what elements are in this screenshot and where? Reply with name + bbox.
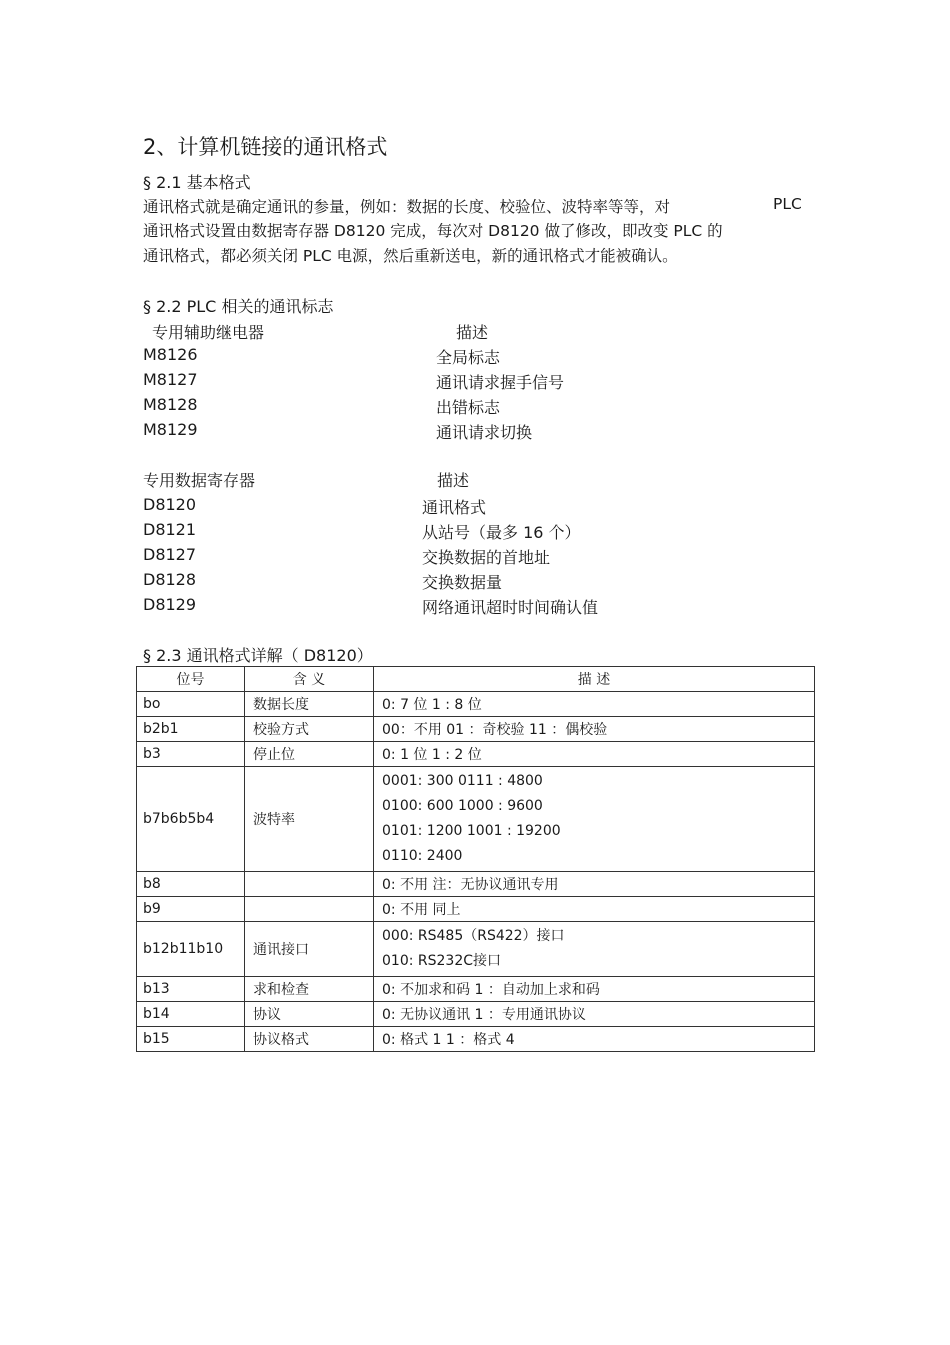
description-line: 0: 格式 1 1 ：格式 4 [382,1032,515,1048]
bit-cell: bo [137,692,245,717]
table-row [137,1002,815,1027]
bit-cell: b7b6b5b4 [137,767,245,872]
paragraph-line-2: 通讯格式设置由数据寄存器 D8120 完成，每次对 D8120 做了修改，即改变 PLC 的 [143,222,723,240]
meaning-cell: 波特率 [245,767,374,872]
register-description: 网络通讯超时时间确认值 [422,598,599,617]
section-2-3-heading: § 2.3 通讯格式详解（ D8120） [143,646,373,665]
table-row [137,1027,815,1052]
relay-code: M8129 [143,420,198,439]
description-cell [374,897,815,922]
description-line: 0: 不用 注：无协议通讯专用 [382,877,559,893]
register-code: D8128 [143,570,197,589]
description-line: 0: 不用 同上 [382,902,461,918]
description-line: 0: 7 位 1 : 8 位 [382,697,482,713]
register-description: 通讯格式 [422,498,487,517]
paragraph-line-1: 通讯格式就是确定通讯的参量，例如：数据的长度、校验位、波特率等等，对 [143,198,671,216]
register-desc-header: 描述 [437,471,470,490]
bit-cell: b13 [137,977,245,1002]
bit-cell: b12b11b10 [137,922,245,977]
bit-cell: b15 [137,1027,245,1052]
page-title: 2、计算机链接的通讯格式 [143,135,388,159]
description-line: 0001: 300 0111 : 4800 [382,773,543,789]
table-row [137,922,815,977]
paragraph-line-3: 通讯格式，都必须关闭 PLC 电源，然后重新送电，新的通讯格式才能被确认。 [143,247,678,265]
section-2-2-heading: § 2.2 PLC 相关的通讯标志 [143,297,334,316]
description-cell [374,1002,815,1027]
register-code: D8129 [143,595,197,614]
description-line: 0: 无协议通讯 1 ：专用通讯协议 [382,1007,586,1023]
relay-description: 通讯请求握手信号 [436,373,565,392]
meaning-cell [245,872,374,897]
relay-code: M8127 [143,370,198,389]
description-cell [374,717,815,742]
relay-desc-header: 描述 [456,323,489,342]
meaning-cell: 协议格式 [245,1027,374,1052]
meaning-cell: 停止位 [245,742,374,767]
description-line: 00：不用 01 ：奇校验 11 ：偶校验 [382,722,608,738]
meaning-cell: 数据长度 [245,692,374,717]
register-code: D8120 [143,495,197,514]
bit-cell: b2b1 [137,717,245,742]
register-description: 交换数据量 [422,573,503,592]
description-cell [374,1027,815,1052]
meaning-cell: 通讯接口 [245,922,374,977]
paragraph-line-1-end: PLC [773,195,802,213]
relay-description: 通讯请求切换 [436,423,533,442]
register-description: 从站号（最多 16 个） [422,523,581,542]
bit-cell: b9 [137,897,245,922]
column-header: 描 述 [374,667,815,692]
column-header: 含 义 [245,667,374,692]
description-cell [374,922,815,977]
meaning-cell [245,897,374,922]
table-row [137,692,815,717]
table-row [137,977,815,1002]
description-cell [374,692,815,717]
description-cell [374,742,815,767]
description-line: 0: 不加求和码 1 ：自动加上求和码 [382,982,600,998]
description-line: 0: 1 位 1 : 2 位 [382,747,482,763]
table-row [137,872,815,897]
register-code: D8121 [143,520,197,539]
description-line: 0101: 1200 1001 : 19200 [382,823,561,839]
meaning-cell: 求和检查 [245,977,374,1002]
format-table [136,666,815,1052]
relay-header: 专用辅助继电器 [152,323,265,342]
description-line: 010: RS232C接口 [382,953,501,969]
table-row [137,897,815,922]
description-cell [374,977,815,1002]
description-line: 0110: 2400 [382,848,463,864]
section-2-1-heading: § 2.1 基本格式 [143,173,251,192]
register-header: 专用数据寄存器 [143,471,256,490]
relay-code: M8128 [143,395,198,414]
description-cell [374,767,815,872]
register-description: 交换数据的首地址 [422,548,551,567]
bit-cell: b8 [137,872,245,897]
column-header: 位号 [137,667,245,692]
table-row [137,717,815,742]
relay-description: 全局标志 [436,348,501,367]
bit-cell: b14 [137,1002,245,1027]
description-cell [374,872,815,897]
description-line: 000: RS485（RS422）接口 [382,928,565,944]
relay-description: 出错标志 [436,398,501,417]
bit-cell: b3 [137,742,245,767]
table-row [137,767,815,872]
relay-code: M8126 [143,345,198,364]
register-code: D8127 [143,545,197,564]
meaning-cell: 协议 [245,1002,374,1027]
meaning-cell: 校验方式 [245,717,374,742]
description-line: 0100: 600 1000 : 9600 [382,798,543,814]
table-row [137,742,815,767]
